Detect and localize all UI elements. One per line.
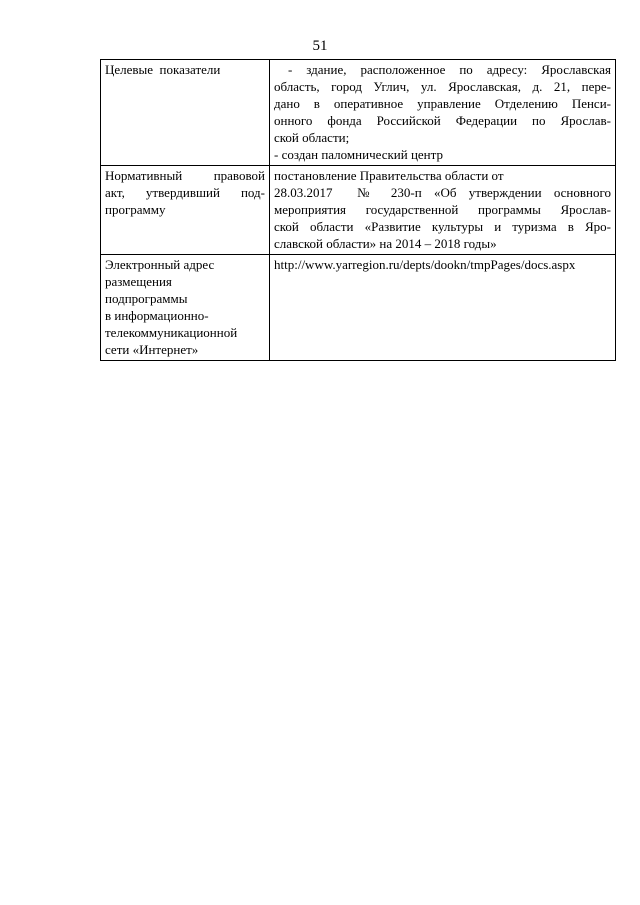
label-line: программу (105, 202, 166, 217)
label-line: Целевые показатели (105, 62, 221, 77)
table-row-target-indicators (101, 60, 616, 166)
label-line: акт, утвердивший под- (105, 185, 265, 200)
value-line: ской области; (274, 130, 350, 145)
table-row-legal-act (101, 166, 616, 255)
page-number: 51 (312, 38, 328, 54)
label-line: Электронный адрес (105, 257, 215, 272)
value-line: 28.03.2017 № 230-п «Об утверждении основного (274, 185, 611, 200)
value-line: ской области «Развитие культуры и туризма в Яро- (274, 219, 611, 234)
table-row-electronic-address (101, 255, 616, 361)
value-line: онного фонда Российской Федерации по Ярослав- (274, 113, 611, 128)
row-label-target-indicators (101, 60, 270, 166)
value-line: - здание, расположенное по адресу: Ярославская (274, 62, 611, 77)
label-line: размещения (105, 274, 172, 289)
value-line: славской области» на 2014 – 2018 годы» (274, 236, 497, 251)
value-line: дано в оперативное управление Отделению Пенси- (274, 96, 611, 111)
value-line: постановление Правительства области от (274, 168, 504, 183)
row-value-target-indicators (270, 60, 616, 166)
row-label-legal-act (101, 166, 270, 255)
value-line: - создан паломнический центр (274, 147, 443, 162)
label-line: подпрограммы (105, 291, 188, 306)
value-line: мероприятия государственной программы Ярослав- (274, 202, 611, 217)
row-value-electronic-address (270, 255, 616, 361)
label-line: телекоммуникационной (105, 325, 238, 340)
row-value-legal-act (270, 166, 616, 255)
label-line: Нормативный правовой (105, 168, 265, 183)
label-line: сети «Интернет» (105, 342, 199, 357)
passport-table (100, 59, 616, 361)
label-line: в информационно- (105, 308, 209, 323)
row-label-electronic-address (101, 255, 270, 361)
value-line: область, город Углич, ул. Ярославская, д. 21, пере- (274, 79, 611, 94)
document-url-link[interactable]: http://www.yarregion.ru/depts/dookn/tmpPages/docs.aspx (274, 257, 576, 272)
